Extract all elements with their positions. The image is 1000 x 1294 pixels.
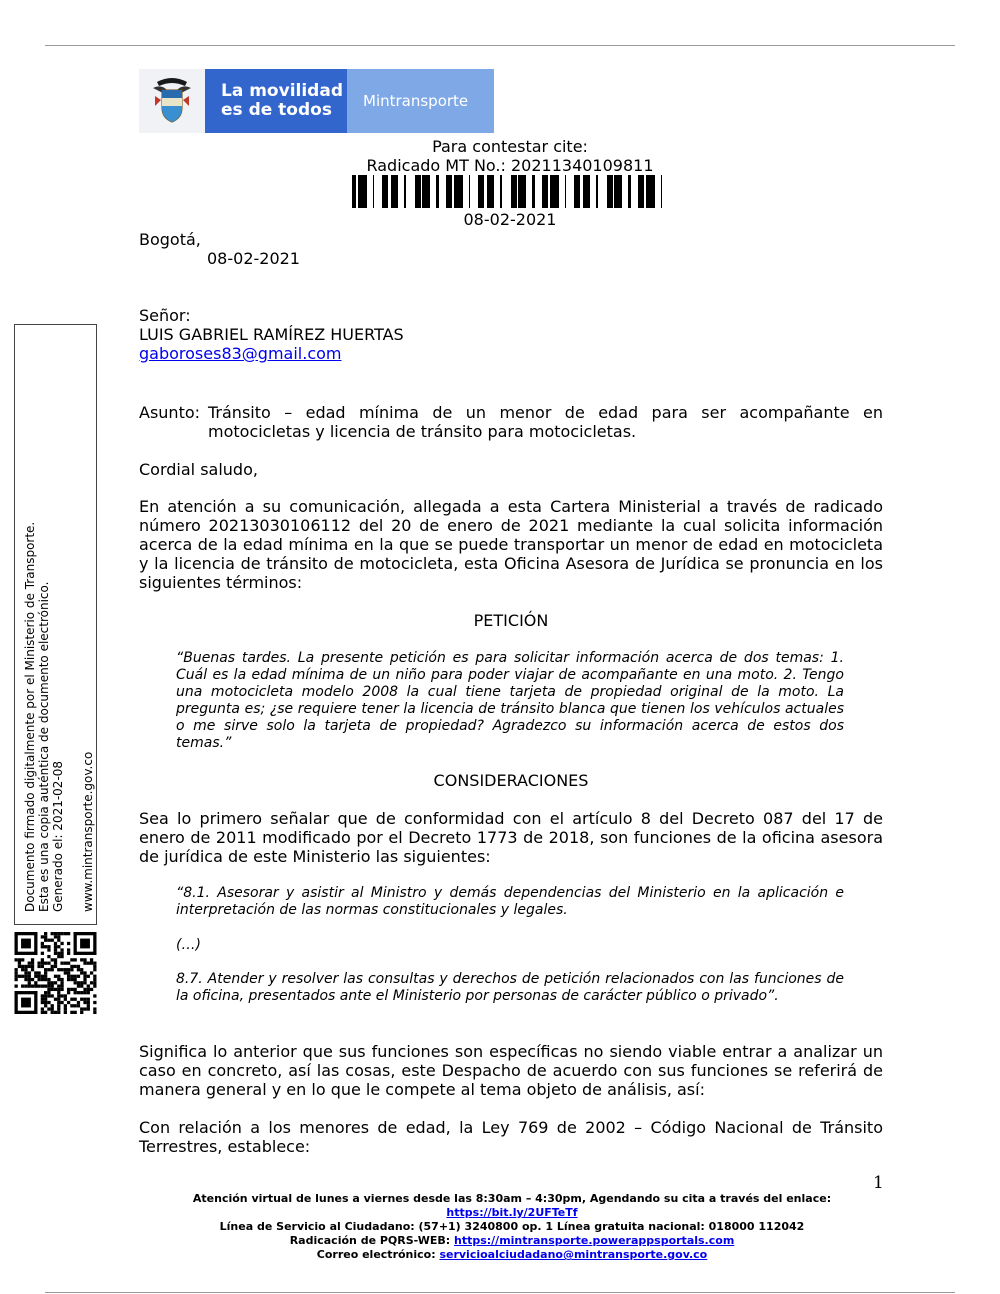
intro-paragraph: En atención a su comunicación, allegada a esta Cartera Ministerial a través de radicado número 20213030106112 del 20 de enero de 2021 mediante la cual solicita información acerca de la edad mínima en la que se puede transportar un menor de edad en motocicleta y la licencia de tránsito de motocicleta, esta Oficina Asesora de Jurídica se pronuncia en los siguientes términos:: [139, 497, 883, 592]
signature-line-2: Esta es una copia auténtica de documento electrónico.: [37, 581, 51, 912]
subject: [139, 403, 883, 441]
footer-email-link[interactable]: servicioalciudadano@mintransporte.gov.co: [439, 1248, 708, 1261]
recipient-name: LUIS GABRIEL RAMÍREZ HUERTAS: [139, 325, 404, 344]
greeting: Cordial saludo,: [139, 460, 258, 479]
footer-email-label: Correo electrónico:: [316, 1248, 440, 1261]
recipient-salutation: Señor:: [139, 306, 191, 325]
slogan: [205, 69, 347, 133]
footer-appointment-link[interactable]: https://bit.ly/2UFTeTf: [446, 1206, 578, 1219]
footer-attention-hours: Atención virtual de lunes a viernes desde las 8:30am – 4:30pm, Agendando su cita a través del enlace:: [192, 1192, 832, 1205]
consideraciones-paragraph-1: Sea lo primero señalar que de conformidad con el artículo 8 del Decreto 087 del 17 de enero de 2011 modificado por el Decreto 1773 de 2018, son funciones de la oficina asesora de jurídica de este Ministerio las siguientes:: [139, 809, 883, 866]
signature-website: www.mintransporte.gov.co: [81, 751, 95, 912]
peticion-quote: “Buenas tardes. La presente petición es para solicitar información acerca de dos temas: 1. Cuál es la edad mínima de un niño para poder viajar de acompañante en una moto. 2. Tengo una motocicleta modelo 2008 la cual tiene tarjeta de propiedad original de la moto. La pregunta es; ¿se requiere tener la licencia de tránsito blanca que tienen los vehículos actuales o me sirve solo la tarjeta de propiedad? Agradezco su información acerca de estos dos temas.”: [176, 650, 844, 751]
signature-line-3: Generado el: 2021-02-08: [51, 760, 65, 912]
slogan-line-2: es de todos: [221, 100, 332, 120]
footer-pqrs-link[interactable]: https://mintransporte.powerappsportals.com: [454, 1234, 735, 1247]
page-number: 1: [873, 1173, 884, 1193]
slogan-line-1: La movilidad: [221, 81, 343, 101]
consideraciones-heading: CONSIDERACIONES: [433, 771, 589, 790]
qr-code: [14, 932, 97, 1014]
place: Bogotá,: [139, 230, 201, 249]
quote-ellipsis: (…): [176, 937, 201, 953]
header-logo: [139, 69, 494, 133]
top-rule: [45, 45, 955, 46]
consideraciones-paragraph-2: Significa lo anterior que sus funciones son específicas no siendo viable entrar a analizar un caso en concreto, así las cosas, este Despacho de acuerdo con sus funciones se referirá de manera general y en lo que le compete al tema objeto de análisis, así:: [139, 1042, 883, 1099]
digital-signature-text: [15, 325, 98, 926]
letter-date: 08-02-2021: [207, 249, 300, 268]
brand-name: Mintransporte: [347, 69, 494, 133]
subject-text: Tránsito – edad mínima de un menor de edad para ser acompañante en motocicletas y licencia de tránsito para motocicletas.: [208, 403, 883, 441]
cite-instruction: Para contestar cite:: [432, 137, 588, 156]
cite-block: [340, 137, 680, 175]
quote-article-8-1: “8.1. Asesorar y asistir al Ministro y demás dependencias del Ministerio en la aplicación e interpretación de las normas constitucionales y legales.: [176, 885, 844, 918]
footer: [140, 1192, 884, 1262]
peticion-heading: PETICIÓN: [473, 611, 549, 630]
signature-line-1: Documento firmado digitalmente por el Ministerio de Transporte.: [23, 521, 37, 912]
quote-article-8-7: 8.7. Atender y resolver las consultas y derechos de petición relacionados con las funciones de la oficina, presentados ante el Ministerio por personas de carácter público o privado”.: [176, 971, 844, 1004]
radicado-number: Radicado MT No.: 20211340109811: [366, 156, 654, 175]
bottom-rule: [45, 1292, 955, 1293]
barcode: [352, 175, 668, 208]
colombia-coat-of-arms-icon: [139, 69, 205, 133]
barcode-date: 08-02-2021: [463, 210, 557, 229]
consideraciones-paragraph-3: Con relación a los menores de edad, la Ley 769 de 2002 – Código Nacional de Tránsito Terrestres, establece:: [139, 1118, 883, 1156]
subject-label: Asunto:: [139, 403, 201, 422]
footer-phone-lines: Línea de Servicio al Ciudadano: (57+1) 3240800 op. 1 Línea gratuita nacional: 018000 112042: [219, 1220, 805, 1233]
digital-signature-box: [14, 324, 97, 925]
recipient-email-link[interactable]: gaboroses83@gmail.com: [139, 344, 342, 363]
footer-pqrs-label: Radicación de PQRS-WEB:: [289, 1234, 454, 1247]
